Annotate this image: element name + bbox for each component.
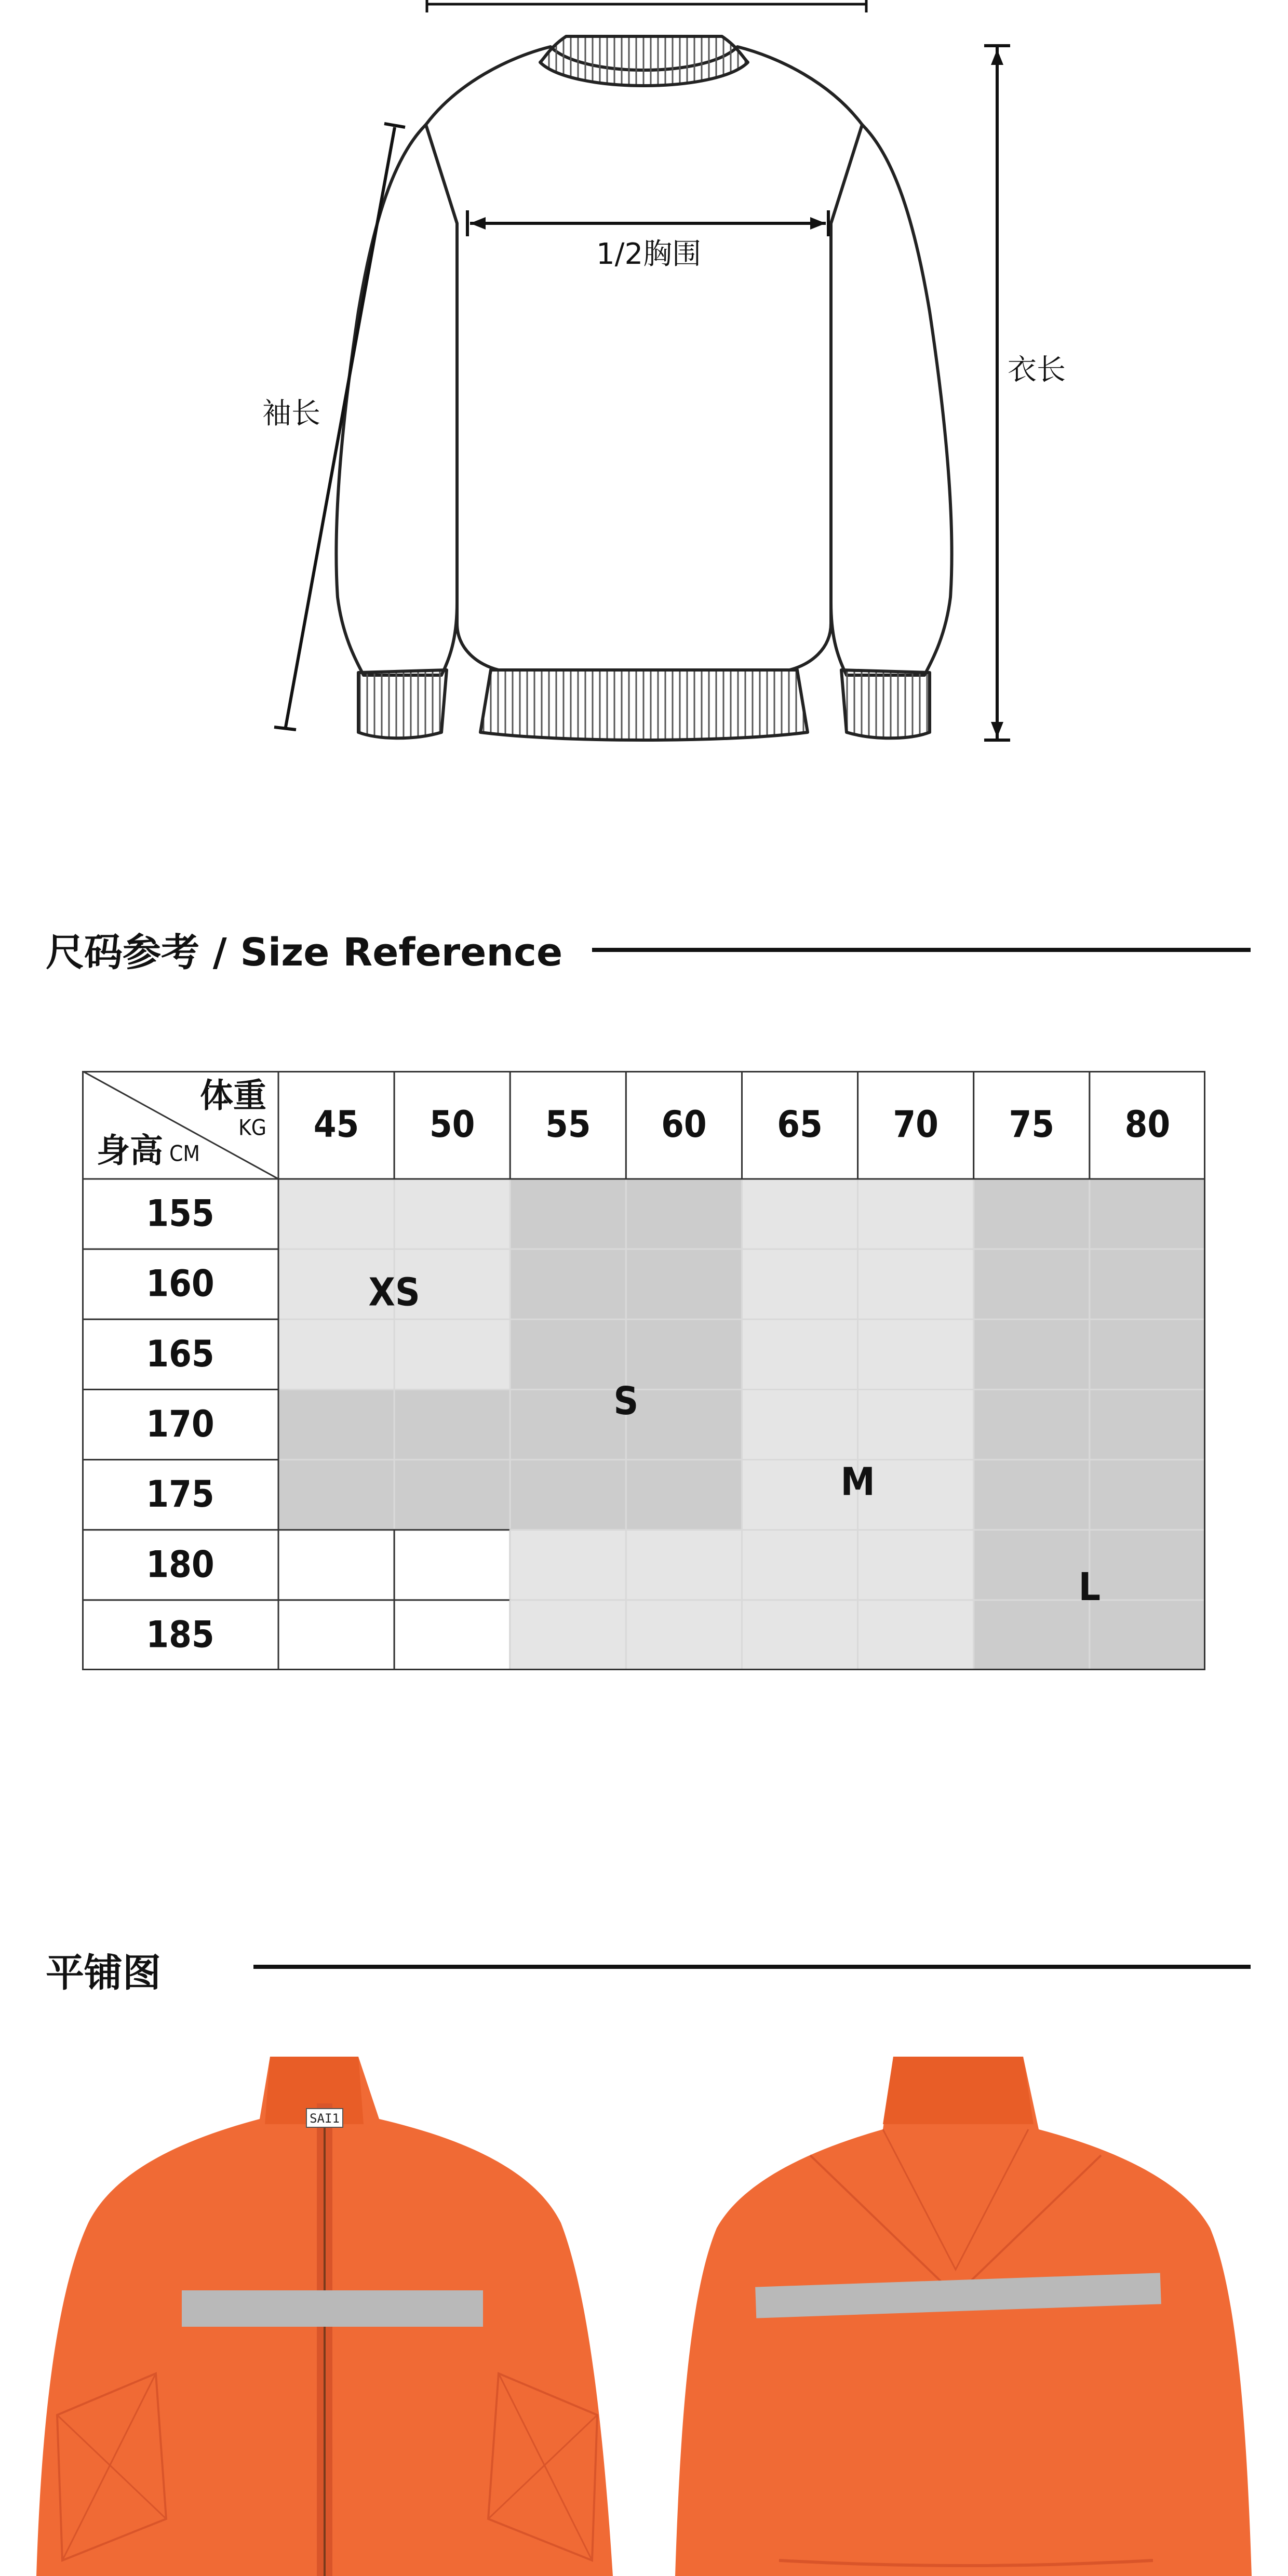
size-cell [510,1249,626,1319]
size-cell [1090,1600,1205,1670]
weight-header: 70 [893,1103,939,1146]
size-cell [626,1460,742,1530]
size-reference-heading: 尺码参考 / Size Reference [46,930,563,975]
weight-header: 50 [429,1103,475,1146]
size-cell [858,1600,974,1670]
jacket-front-photo [36,2057,613,2576]
weight-header: 80 [1124,1103,1171,1146]
size-cell [1090,1179,1205,1249]
weight-header: 55 [545,1103,591,1146]
size-cell [858,1389,974,1459]
size-label-xs: XS [368,1270,420,1315]
size-cell [510,1179,626,1249]
size-cell [858,1249,974,1319]
size-cell [1090,1389,1205,1459]
corner-weight-label: 体重 [200,1077,266,1116]
size-cell [394,1319,510,1389]
weight-header: 75 [1009,1103,1055,1146]
chest-label: 1/2胸围 [596,237,702,271]
size-cell [510,1460,626,1530]
weight-header: 45 [313,1103,359,1146]
size-cell [1090,1460,1205,1530]
size-cell [626,1179,742,1249]
size-cell [394,1179,510,1249]
size-cell [394,1389,510,1459]
size-cell [626,1249,742,1319]
size-cell [278,1179,394,1249]
length-arrow [984,46,1010,740]
sweater-outline [336,36,951,740]
size-cell [626,1530,742,1600]
jacket-front-tag: SAI1 [310,2111,340,2126]
size-label-m: M [840,1459,875,1505]
size-label-l: L [1078,1565,1101,1610]
size-cell [278,1460,394,1530]
jacket-back-photo [675,2057,1252,2576]
height-header: 170 [146,1403,214,1446]
top-dimension-line [426,0,867,12]
size-cell [742,1389,858,1459]
size-cell [742,1319,858,1389]
height-header: 160 [146,1262,214,1305]
sweater-measurement-diagram [0,0,1288,779]
height-header: 155 [146,1192,214,1235]
size-cell [278,1319,394,1389]
size-cell [510,1600,626,1670]
corner-height-unit: CM [169,1141,200,1166]
size-cell [858,1179,974,1249]
size-cell [626,1600,742,1670]
size-cell [742,1530,858,1600]
size-cell [974,1530,1090,1600]
weight-header: 65 [777,1103,823,1146]
corner-weight-unit: KG [238,1115,266,1141]
size-cell [742,1179,858,1249]
size-cell [1090,1249,1205,1319]
flat-lay-photos [0,2051,1288,2576]
size-cell [394,1600,510,1670]
size-cell [974,1600,1090,1670]
size-cell [510,1319,626,1389]
size-cell [1090,1530,1205,1600]
size-cell [858,1319,974,1389]
size-cell [278,1389,394,1459]
size-cell [858,1530,974,1600]
size-reference-table [82,1071,1205,1670]
corner-height-label: 身高 [97,1132,163,1171]
size-cell [394,1530,510,1600]
size-cell [858,1460,974,1530]
size-label-s: S [613,1378,639,1424]
size-cell [394,1460,510,1530]
size-reference-rule [592,948,1251,952]
size-cell [974,1319,1090,1389]
size-cell [510,1389,626,1459]
size-cell [974,1460,1090,1530]
flat-lay-heading: 平铺图 [46,1951,161,1995]
size-cell [278,1530,394,1600]
size-cell [974,1249,1090,1319]
size-cell [510,1530,626,1600]
size-cell [626,1389,742,1459]
size-cell [278,1600,394,1670]
weight-header: 60 [661,1103,707,1146]
size-cell [974,1179,1090,1249]
sleeve-label: 袖长 [262,397,320,431]
height-header: 180 [146,1543,214,1586]
size-cell [742,1249,858,1319]
length-label: 衣长 [1008,353,1066,387]
height-header: 185 [146,1613,214,1656]
size-cell [742,1600,858,1670]
size-cell [626,1319,742,1389]
height-header: 175 [146,1473,214,1516]
flat-lay-rule [253,1965,1251,1969]
height-header: 165 [146,1332,214,1375]
size-cell [974,1389,1090,1459]
size-cell [1090,1319,1205,1389]
